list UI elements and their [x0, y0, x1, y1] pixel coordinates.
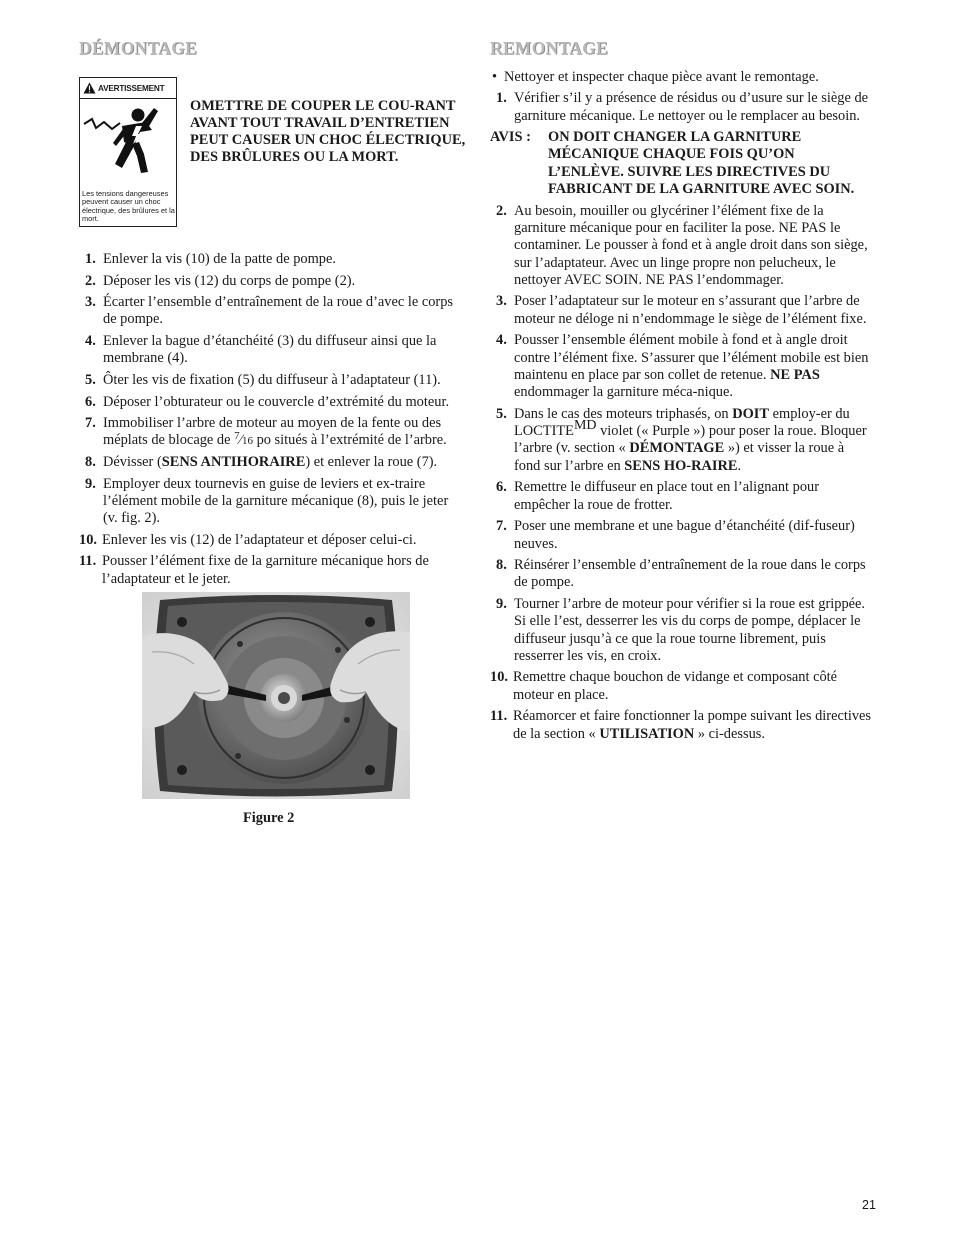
- list-item: 8. Réinsérer l’ensemble d’entraînement de la roue dans le corps de pompe.: [496, 557, 866, 591]
- list-item: 5. Dans le cas des moteurs triphasés, on DOIT employ-er du $LOCTITE^{MD}$ violet (« Purple ») pour poser la roue. Bloquer l’arbre (v. section « DÉMONTAGE ») et visser la roue à fond sur l’arbre en SENS HO-RAIRE.: [496, 405, 867, 474]
- electric-shock-icon: [82, 102, 174, 180]
- demontage-title: DÉMONTAGE: [79, 38, 198, 58]
- page-number: 21: [862, 1198, 876, 1212]
- seal-removal-photo: [142, 592, 410, 799]
- remontage-column: [490, 38, 874, 747]
- list-item: 3. Écarter l’ensemble d’entraînement de la roue d’avec le corps de pompe.: [85, 294, 453, 328]
- list-item: 8. Dévisser (SENS ANTIHORAIRE) et enlever la roue (7).: [85, 454, 438, 471]
- notice-text: ON DOIT CHANGER LA GARNITURE MÉCANIQUE CHAQUE FOIS QU’ON L’ENLÈVE. SUIVRE LES DIRECTIVES DU FABRICANT DE LA GARNITURE AVEC SOIN.: [548, 129, 855, 198]
- list-item: • Nettoyer et inspecter chaque pièce avant le remontage.: [492, 69, 819, 85]
- demontage-column: [79, 38, 465, 827]
- list-item: 1. Enlever la vis (10) de la patte de pompe.: [85, 251, 336, 267]
- list-item: 4. Pousser l’ensemble élément mobile à fond et à angle droit contre l’élément fixe. S’assurer que l’élément mobile est bien maintenu en place par son collet de retenue. NE PAS endommager la garniture méca-nique.: [496, 332, 869, 401]
- demontage-steps: [79, 251, 465, 588]
- list-item: 6. Remettre le diffuseur en place tout en l’alignant pour empêcher la roue de frotter.: [496, 479, 820, 513]
- remontage-step-1: [490, 90, 874, 125]
- warning-text: OMETTRE DE COUPER LE COU-RANT AVANT TOUT TRAVAIL D’ENTRETIEN PEUT CAUSER UN CHOC ÉLECTRIQUE, DES BRÛLURES OU LA MORT.: [190, 98, 466, 165]
- list-item: 7. Immobiliser l’arbre de moteur au moyen de la fente ou des méplats de blocage de $^7$⁄16 po situés à l’extrémité de l’arbre.: [85, 415, 447, 449]
- list-item: 10. Remettre chaque bouchon de vidange et composant côté moteur en place.: [490, 669, 838, 703]
- remontage-title: REMONTAGE: [490, 38, 609, 58]
- list-item: 5. Ôter les vis de fixation (5) du diffuseur à l’adaptateur (11).: [85, 371, 441, 388]
- list-item: 2. Déposer les vis (12) du corps de pompe (2).: [85, 272, 356, 289]
- list-item: 4. Enlever la bague d’étanchéité (3) du diffuseur ainsi que la membrane (4).: [85, 333, 437, 367]
- list-item: 7. Poser une membrane et une bague d’étanchéité (dif-fuseur) neuves.: [496, 518, 855, 552]
- list-item: 2. Au besoin, mouiller ou glycériner l’élément fixe de la garniture mécanique pour en faciliter la pose. NE PAS le contaminer. Le pousser à fond et à angle droit dans son siège, sur l’adaptateur. Avec un linge propre non pelucheux, le nettoyer AVEC SOIN. NE PAS l’endommager.: [496, 202, 868, 288]
- list-item: 1. Vérifier s’il y a présence de résidus ou d’usure sur le siège de garniture mécanique. Le nettoyer ou le remplacer au besoin.: [496, 90, 869, 124]
- warning-label: [80, 78, 176, 99]
- list-item: 10. Enlever les vis (12) de l’adaptateur et déposer celui-ci.: [79, 531, 417, 548]
- warning-block: [79, 69, 465, 251]
- warning-triangle-icon: [83, 82, 96, 94]
- list-item: 11. Pousser l’élément fixe de la garniture mécanique hors de l’adaptateur et le jeter.: [79, 553, 429, 587]
- bullet-icon: •: [492, 69, 498, 85]
- list-item: 3. Poser l’adaptateur sur le moteur en s’assurant que l’arbre de moteur ne déloge ni n’endommage le siège de l’élément fixe.: [496, 293, 867, 327]
- warning-box: [79, 77, 177, 227]
- remontage-steps: [490, 203, 874, 743]
- figure-caption: Figure 2: [243, 810, 295, 827]
- list-item: 6. Déposer l’obturateur ou le couvercle d’extrémité du moteur.: [85, 393, 450, 410]
- list-item: 9. Employer deux tournevis en guise de leviers et ex-traire l’élément mobile de la garniture mécanique (8), puis le jeter (v. fig. 2).: [85, 475, 449, 527]
- notice-block: [490, 129, 874, 198]
- list-item: 9. Tourner l’arbre de moteur pour vérifier si la roue est grippée. Si elle l’est, desserrer les vis du corps de pompe, déplacer le diffuseur jusqu’à ce que la roue tourne librement, puis resserrer les vis, en croix.: [496, 595, 866, 664]
- list-item: 11. Réamorcer et faire fonctionner la pompe suivant les directives de la section « UTILISATION » ci-dessus.: [490, 708, 872, 742]
- warning-label-text: AVERTISSEMENT: [98, 83, 165, 93]
- notice-label: AVIS :: [490, 129, 531, 146]
- warning-caption: Les tensions dangereuses peuvent causer un choc électrique, des brûlures et la mort.: [82, 188, 175, 224]
